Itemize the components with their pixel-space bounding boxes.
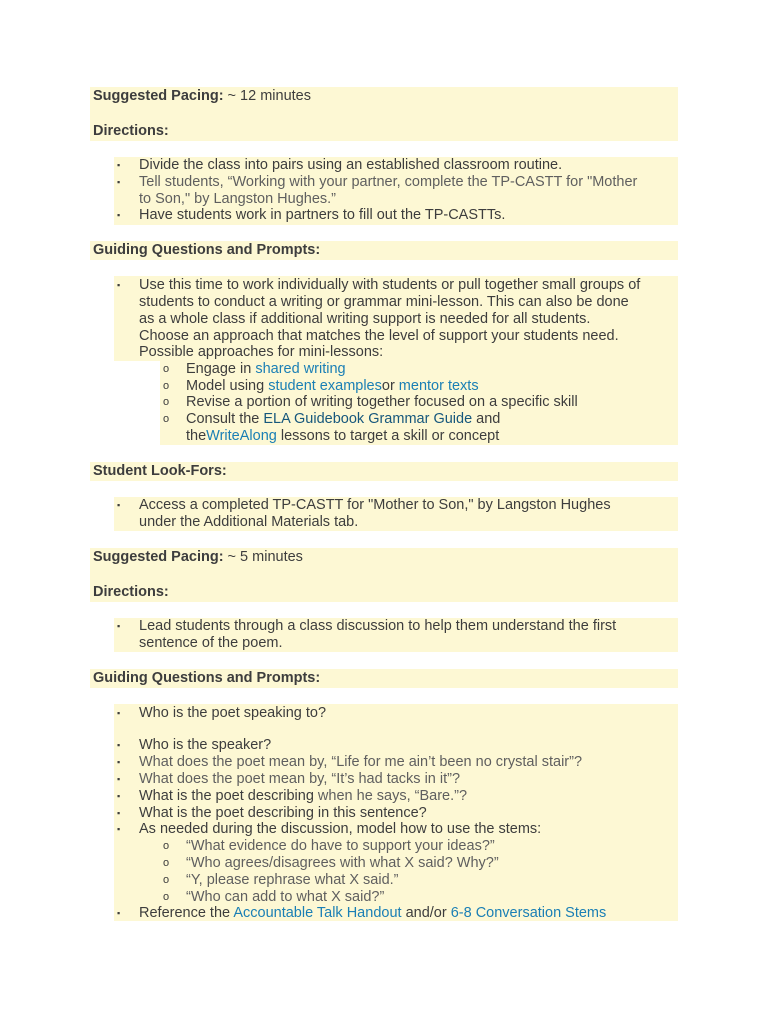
approach-text: Model using (186, 378, 269, 394)
circle-bullet-icon: o (163, 874, 170, 886)
direction-item: Lead students through a class discussion to help them understand the first (139, 618, 617, 634)
guiding-heading: Guiding Questions and Prompts: (93, 242, 321, 258)
accountable-talk-link[interactable]: Accountable Talk Handout (233, 905, 402, 921)
circle-bullet-icon: o (163, 891, 170, 903)
approach-item: Revise a portion of writing together focused on a specific skill (186, 394, 578, 410)
bullet-icon: ▪ (117, 177, 121, 187)
circle-bullet-icon: o (163, 363, 170, 375)
pacing-value: ~ 12 minutes (223, 88, 311, 104)
shared-writing-link[interactable]: shared writing (255, 361, 346, 377)
lookfor-item: Access a completed TP-CASTT for "Mother to Son," by Langston Hughes (139, 497, 611, 513)
question-item: What does the poet mean by, “It’s had tacks in it”? (139, 771, 461, 787)
reference-text: Reference the (139, 905, 234, 921)
approach-item (186, 411, 500, 428)
bullet-icon: ▪ (117, 708, 121, 718)
mentor-texts-link[interactable]: mentor texts (398, 378, 479, 394)
guiding-heading: Guiding Questions and Prompts: (93, 670, 321, 686)
bullet-icon: ▪ (117, 757, 121, 767)
approach-text: Engage in (186, 361, 256, 377)
circle-bullet-icon: o (163, 413, 170, 425)
reference-text: and/or (401, 905, 451, 921)
question-item: What does the poet mean by, “Life for me ain’t been no crystal stair”? (139, 754, 583, 770)
pacing-line-1 (93, 88, 311, 105)
stem-item: “Who agrees/disagrees with what X said? Why?” (186, 855, 499, 871)
direction-item-continued: to Son," by Langston Hughes.” (139, 191, 336, 207)
pacing-label: Suggested Pacing: (93, 88, 224, 104)
direction-item: Tell students, “Working with your partner, complete the TP-CASTT for "Mother (139, 174, 638, 190)
direction-item: Divide the class into pairs using an established classroom routine. (139, 157, 563, 173)
circle-bullet-icon: o (163, 840, 170, 852)
bullet-icon: ▪ (117, 280, 121, 290)
question-item: Who is the speaker? (139, 737, 272, 753)
question-item: What is the poet describing in this sentence? (139, 805, 427, 821)
bullet-icon: ▪ (117, 740, 121, 750)
guiding-paragraph-line: students to conduct a writing or grammar mini-lesson. This can also be done (139, 294, 629, 310)
question-item: As needed during the discussion, model how to use the stems: (139, 821, 542, 837)
guiding-paragraph-line: Possible approaches for mini-lessons: (139, 344, 384, 360)
bullet-icon: ▪ (117, 824, 121, 834)
question-text: What is the poet describing (139, 788, 314, 804)
bullet-icon: ▪ (117, 774, 121, 784)
pacing-line-2 (93, 549, 303, 566)
bullet-icon: ▪ (117, 621, 121, 631)
stem-item: “What evidence do have to support your ideas?” (186, 838, 495, 854)
approach-item (186, 378, 479, 395)
approach-text: or (381, 378, 399, 394)
question-item: Who is the poet speaking to? (139, 705, 327, 721)
question-item (139, 788, 467, 805)
approach-text: the (186, 428, 207, 444)
approach-text: and (472, 411, 501, 427)
approach-text: Consult the (186, 411, 264, 427)
guiding-paragraph-line: Use this time to work individually with students or pull together small groups of (139, 277, 641, 293)
circle-bullet-icon: o (163, 857, 170, 869)
bullet-icon: ▪ (117, 908, 121, 918)
reference-item (139, 905, 606, 922)
approach-item (186, 361, 346, 378)
guiding-paragraph-line: Choose an approach that matches the level of support your students need. (139, 328, 619, 344)
bullet-icon: ▪ (117, 791, 121, 801)
circle-bullet-icon: o (163, 396, 170, 408)
conversation-stems-link[interactable]: 6-8 Conversation Stems (450, 905, 607, 921)
bullet-icon: ▪ (117, 500, 121, 510)
question-text: when he says, “Bare.”? (313, 788, 468, 804)
pacing-label: Suggested Pacing: (93, 549, 224, 565)
circle-bullet-icon: o (163, 380, 170, 392)
stem-item: “Y, please rephrase what X said.” (186, 872, 399, 888)
direction-item: Have students work in partners to fill out the TP-CASTTs. (139, 207, 506, 223)
writealong-link[interactable]: WriteAlong (206, 428, 277, 444)
student-examples-link[interactable]: student examples (268, 378, 382, 394)
directions-heading: Directions: (93, 584, 169, 600)
guiding-paragraph-line: as a whole class if additional writing support is needed for all students. (139, 311, 591, 327)
pacing-value: ~ 5 minutes (223, 549, 303, 565)
bullet-icon: ▪ (117, 210, 121, 220)
direction-item-continued: sentence of the poem. (139, 635, 283, 651)
approach-text: lessons to target a skill or concept (276, 428, 500, 444)
directions-heading: Directions: (93, 123, 169, 139)
stem-item: “Who can add to what X said?” (186, 889, 385, 905)
grammar-guide-link[interactable]: ELA Guidebook Grammar Guide (263, 411, 473, 427)
lookfors-heading: Student Look-Fors: (93, 463, 227, 479)
approach-item-continued (186, 428, 499, 445)
lookfor-item-continued: under the Additional Materials tab. (139, 514, 359, 530)
bullet-icon: ▪ (117, 808, 121, 818)
bullet-icon: ▪ (117, 160, 121, 170)
